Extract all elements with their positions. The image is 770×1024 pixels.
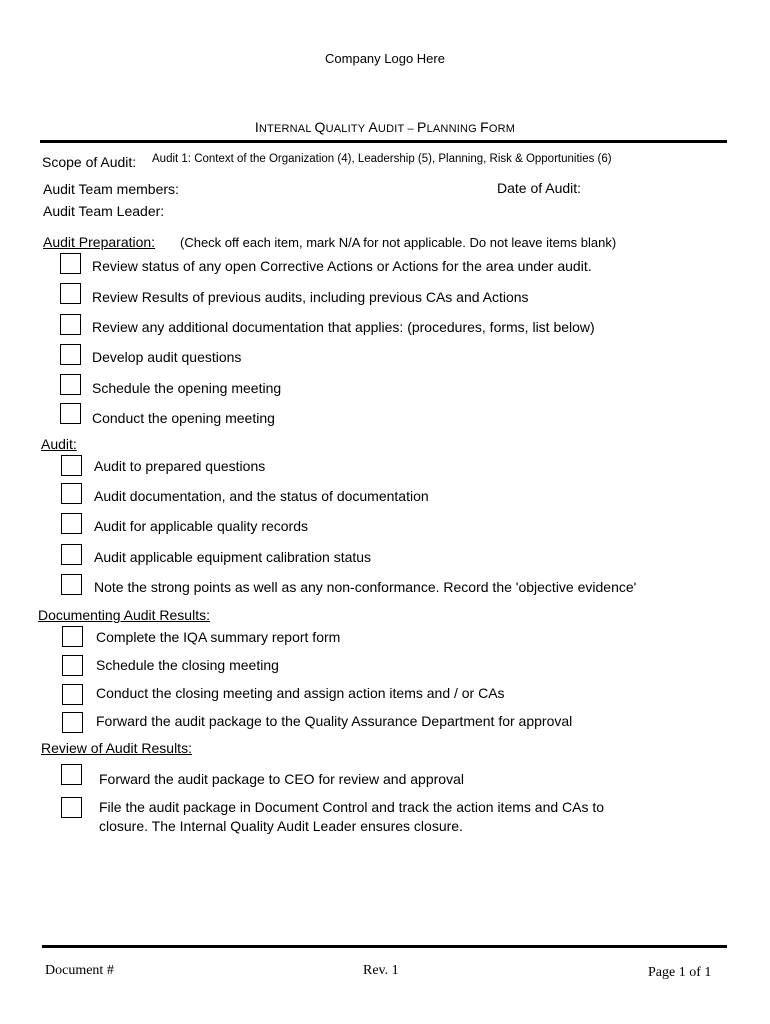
- checkbox-audit-4[interactable]: [61, 544, 82, 565]
- title-part: LANNING: [426, 123, 481, 135]
- prep-item: Conduct the opening meeting: [92, 410, 275, 426]
- audit-item: Audit for applicable quality records: [94, 518, 309, 534]
- checkbox-review-2[interactable]: [61, 797, 82, 818]
- checkbox-prep-4[interactable]: [60, 344, 81, 365]
- title-part: ORM: [488, 123, 516, 135]
- scope-label: Scope of Audit:: [42, 154, 137, 170]
- prep-item: Schedule the opening meeting: [92, 380, 282, 396]
- documenting-item: Conduct the closing meeting and assign action items and / or CAs: [96, 685, 505, 701]
- audit-item: Audit to prepared questions: [94, 458, 266, 474]
- audit-item: Note the strong points as well as any non-conformance. Record the 'objective evidence': [94, 579, 637, 595]
- checkbox-review-1[interactable]: [61, 764, 82, 785]
- title-part: NTERNAL: [258, 123, 315, 135]
- audit-item: Audit documentation, and the status of documentation: [94, 488, 429, 504]
- review-heading: Review of Audit Results:: [41, 740, 192, 756]
- checkbox-audit-1[interactable]: [61, 455, 82, 476]
- title-divider: [40, 140, 727, 143]
- documenting-item: Forward the audit package to the Quality Assurance Department for approval: [96, 713, 573, 729]
- revision-label: Rev. 1: [363, 963, 399, 978]
- team-leader-label: Audit Team Leader:: [43, 203, 165, 219]
- audit-heading: Audit:: [41, 436, 77, 452]
- documenting-heading: Documenting Audit Results:: [38, 607, 210, 623]
- checkbox-prep-6[interactable]: [60, 403, 81, 424]
- audit-item: Audit applicable equipment calibration status: [94, 549, 372, 565]
- documenting-item: Complete the IQA summary report form: [96, 629, 341, 645]
- title-part: A: [368, 119, 378, 135]
- checkbox-doc-2[interactable]: [62, 655, 83, 676]
- title-part: I: [254, 119, 259, 135]
- checkbox-prep-2[interactable]: [60, 283, 81, 304]
- title-part: UALITY: [325, 123, 369, 135]
- preparation-note: (Check off each item, mark N/A for not applicable. Do not leave items blank): [180, 235, 617, 250]
- checkbox-audit-5[interactable]: [61, 574, 82, 595]
- review-item: Forward the audit package to CEO for review and approval: [99, 771, 464, 787]
- checkbox-audit-3[interactable]: [61, 513, 82, 534]
- prep-item: Develop audit questions: [92, 349, 242, 365]
- checkbox-prep-3[interactable]: [60, 314, 81, 335]
- team-members-label: Audit Team members:: [43, 181, 179, 197]
- checkbox-audit-2[interactable]: [61, 483, 82, 504]
- checkbox-doc-4[interactable]: [62, 712, 83, 733]
- page-number: Page 1 of 1: [648, 965, 712, 980]
- checkbox-prep-1[interactable]: [60, 253, 81, 274]
- documenting-item: Schedule the closing meeting: [96, 657, 279, 673]
- review-item: File the audit package in Document Control and track the action items and CAs to: [99, 799, 605, 815]
- prep-item: Review any additional documentation that applies: (procedures, forms, list below): [92, 319, 595, 335]
- prep-item: Review Results of previous audits, including previous CAs and Actions: [92, 289, 529, 305]
- title-part: P: [417, 119, 427, 135]
- preparation-heading: Audit Preparation:: [43, 234, 156, 250]
- checkbox-doc-3[interactable]: [62, 684, 83, 705]
- title-part: F: [480, 119, 489, 135]
- title-part: Q: [314, 119, 326, 135]
- document-number-label: Document #: [45, 963, 114, 978]
- title-part: UDIT –: [377, 123, 418, 135]
- company-logo-placeholder: Company Logo Here: [325, 51, 445, 66]
- prep-item: Review status of any open Corrective Actions or Actions for the area under audit.: [92, 258, 592, 274]
- scope-value[interactable]: Audit 1: Context of the Organization (4), Leadership (5), Planning, Risk & Opportunities (6): [152, 153, 612, 165]
- review-item-continuation: closure. The Internal Quality Audit Leader ensures closure.: [99, 818, 463, 834]
- footer-divider: [42, 945, 727, 948]
- checkbox-prep-5[interactable]: [60, 374, 81, 395]
- checkbox-doc-1[interactable]: [62, 626, 83, 647]
- form-title: [0, 119, 770, 135]
- date-of-audit-label: Date of Audit:: [497, 180, 582, 196]
